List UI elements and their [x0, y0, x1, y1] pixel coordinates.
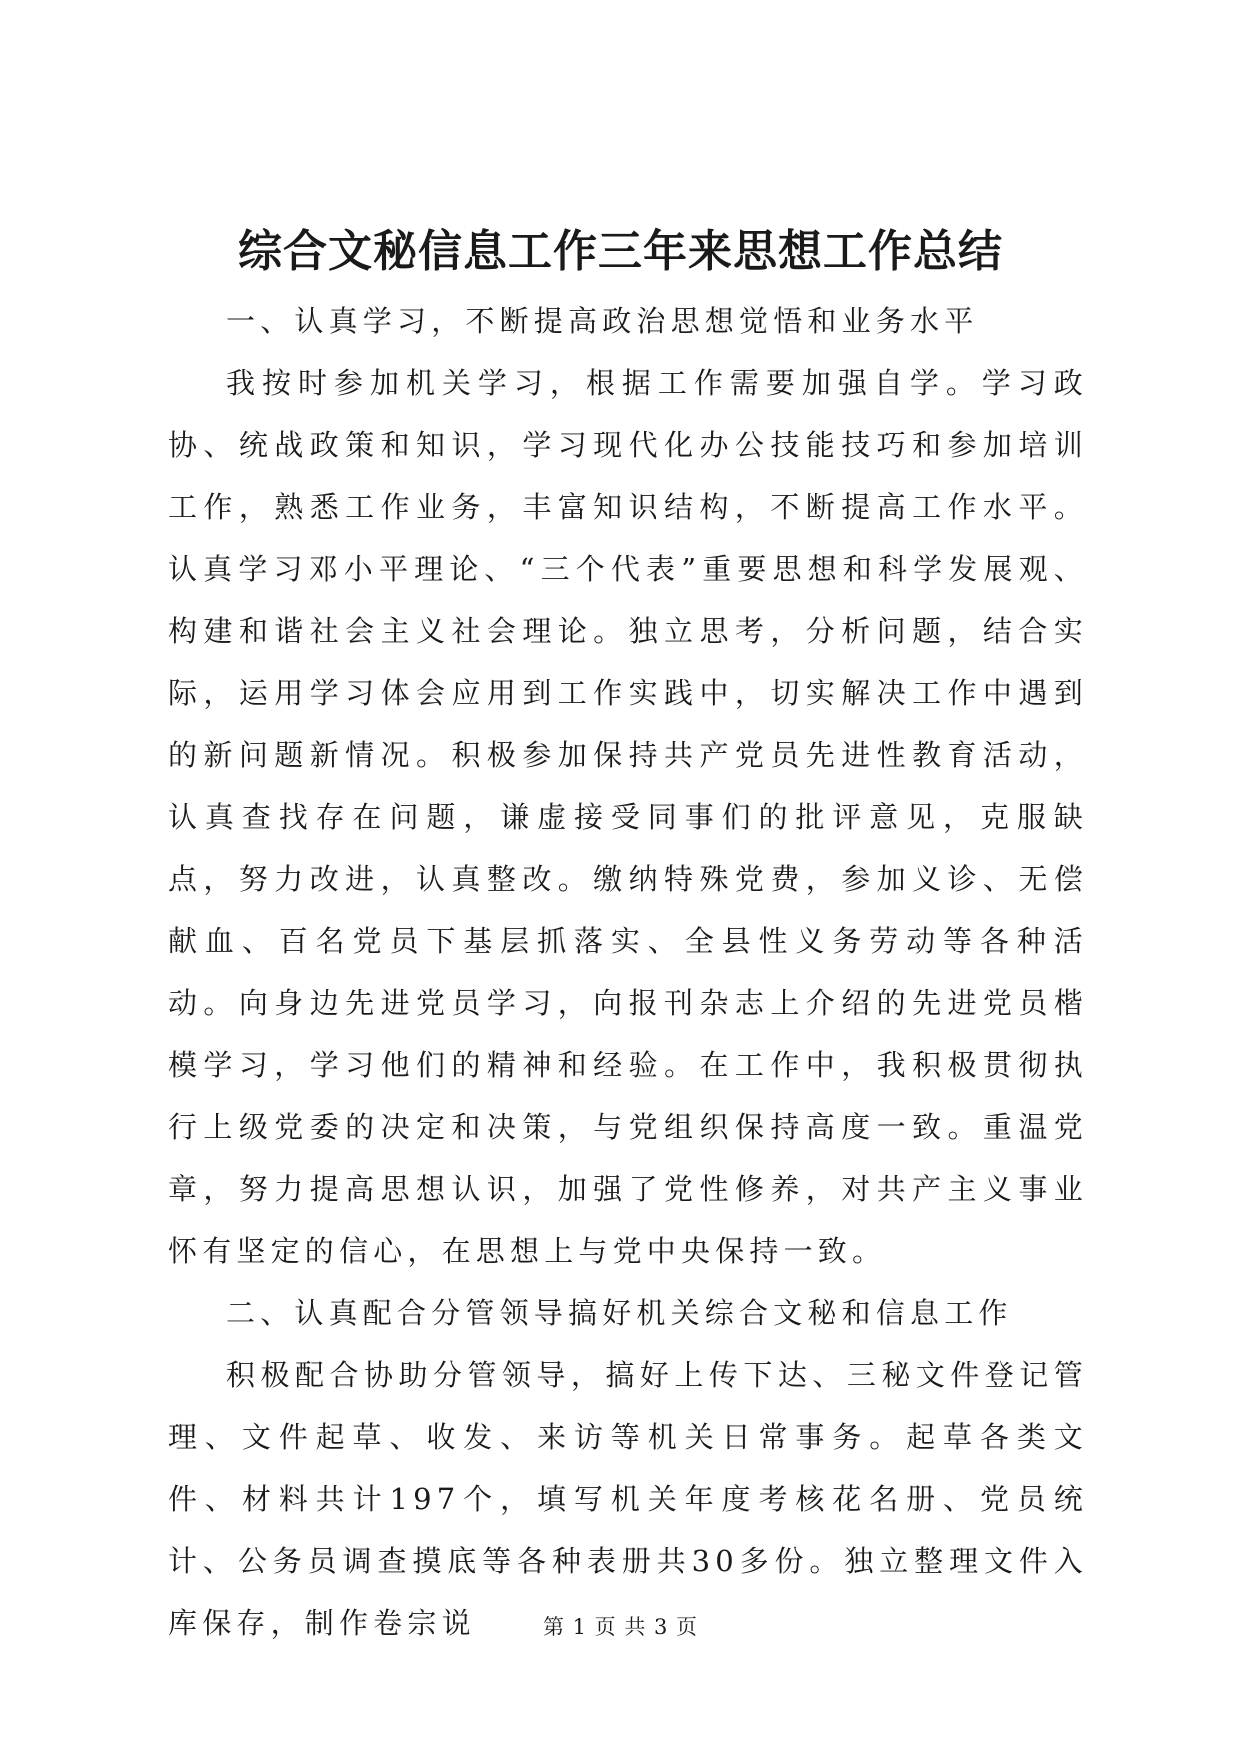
document-body	[168, 290, 1088, 1654]
section-heading-1: 一、认真学习，不断提高政治思想觉悟和业务水平	[226, 304, 979, 338]
page-title: 综合文秘信息工作三年来思想工作总结	[238, 226, 1003, 277]
page-number-footer: 第 1 页 共 3 页	[542, 1615, 699, 1639]
section-paragraph-1: 我按时参加机关学习，根据工作需要加强自学。学习政协、统战政策和知识，学习现代化办公技能技巧和参加培训工作，熟悉工作业务，丰富知识结构，不断提高工作水平。认真学习邓小平理论、“三个代表”重要思想和科学发展观、构建和谐社会主义社会理论。独立思考，分析问题，结合实际，运用学习体会应用到工作实践中，切实解决工作中遇到的新问题新情况。积极参加保持共产党员先进性教育活动，认真查找存在问题，谦虚接受同事们的批评意见，克服缺点，努力改进，认真整改。缴纳特殊党费，参加义诊、无偿献血、百名党员下基层抓落实、全县性义务劳动等各种活动。向身边先进党员学习，向报刊杂志上介绍的先进党员楷模学习，学习他们的精神和经验。在工作中，我积极贯彻执行上级党委的决定和决策，与党组织保持高度一致。重温党章，努力提高思想认识，加强了党性修养，对共产主义事业怀有坚定的信心，在思想上与党中央保持一致。	[168, 366, 1088, 1268]
section-paragraph-2: 积极配合协助分管领导，搞好上传下达、三秘文件登记管理、文件起草、收发、来访等机关日常事务。起草各类文件、材料共计197个，填写机关年度考核花名册、党员统计、公务员调查摸底等各种表册共30多份。独立整理文件入库保存，制作卷宗说	[168, 1358, 1088, 1640]
section-heading-2: 二、认真配合分管领导搞好机关综合文秘和信息工作	[226, 1296, 1013, 1330]
